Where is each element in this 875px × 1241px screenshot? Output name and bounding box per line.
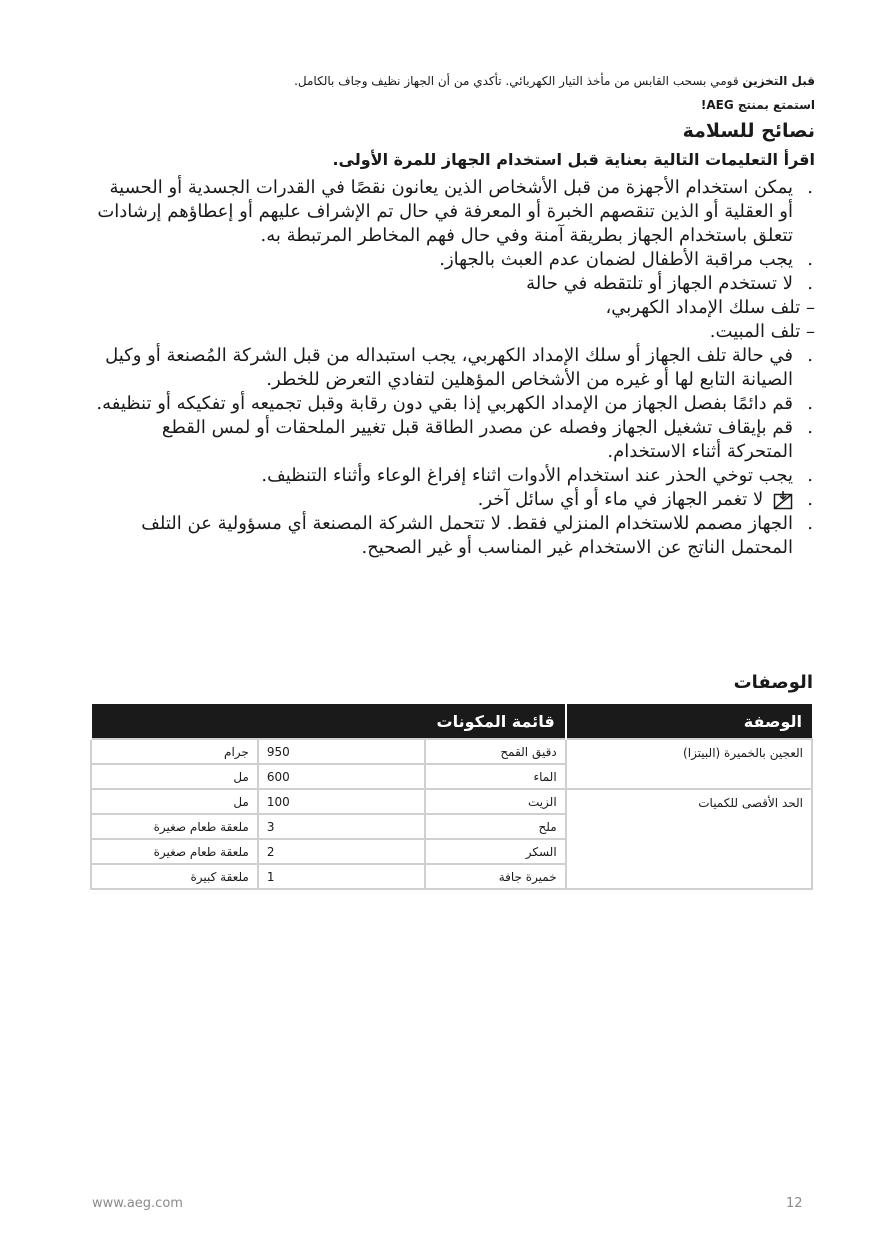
recipe-table: [90, 704, 813, 890]
safety-rule: [95, 344, 815, 392]
safety-rule: [95, 416, 815, 464]
footer-url: www.aeg.com: [92, 1196, 183, 1211]
safety-rule-text: يمكن استخدام الأجهزة من قبل الأشخاص الذين يعانون نقصًا في القدرات الجسدية أو الحسية أو العقلية أو الذين تنقصهم الخبرة أو المعرفة في حال تم الإشراف عليهم أو إعطاؤهم إرشادات تتعلق باستخدام الجهاز بطريقة آمنة وفي حال فهم المخاطر المرتبطة به.: [97, 177, 793, 246]
safety-rule-text: الجهاز مصمم للاستخدام المنزلي فقط. لا تتحمل الشركة المصنعة أي مسؤولية عن التلف المحتمل الناتج عن الاستخدام غير المناسب أو غير الصحيح.: [141, 513, 793, 558]
enjoy-line: استمتع بمنتج AEG!: [700, 98, 815, 112]
bullet-marker: .: [807, 345, 813, 366]
bullet-marker: .: [807, 177, 813, 198]
ingredient-amount: 950: [258, 739, 425, 764]
safety-rule: [95, 512, 815, 560]
ingredient-amount: 3: [258, 814, 425, 839]
safety-rule-text: لا تستخدم الجهاز أو تلتقطه في حالة: [526, 273, 793, 294]
storage-note-text: قومي بسحب القابس من مأخذ التيار الكهربائي. تأكدي من أن الجهاز نظيف وجاف بالكامل.: [294, 74, 739, 88]
safety-sub-item: [95, 320, 815, 344]
ingredient-amount: 2: [258, 839, 425, 864]
ingredient-unit: مل: [91, 764, 258, 789]
max-quantity-note: الحد الأقصى للكميات: [566, 789, 812, 889]
safety-rule: [95, 176, 815, 248]
safety-rule: [95, 488, 815, 512]
safety-sub-item: [95, 296, 815, 320]
safety-rules-list: [95, 176, 815, 560]
recipe-name: العجين بالخميرة (البيتزا): [566, 739, 812, 789]
ingredient-name: خميرة جافة: [425, 864, 566, 889]
no-immersion-icon: [773, 490, 793, 510]
ingredient-unit: جرام: [91, 739, 258, 764]
ingredient-amount: 1: [258, 864, 425, 889]
ingredient-name: دقيق القمح: [425, 739, 566, 764]
bullet-marker: .: [807, 273, 813, 294]
ingredient-name: الماء: [425, 764, 566, 789]
ingredient-name: ملح: [425, 814, 566, 839]
storage-note: [75, 72, 815, 90]
bullet-marker: .: [807, 465, 813, 486]
safety-rule: [95, 464, 815, 488]
safety-rule-text: لا تغمر الجهاز في ماء أو أي سائل آخر.: [477, 489, 764, 510]
ingredient-amount: 600: [258, 764, 425, 789]
table-row: [91, 789, 812, 814]
safety-rule-text: يجب مراقبة الأطفال لضمان عدم العبث بالجهاز.: [439, 249, 793, 270]
safety-sub-item-text: – تلف سلك الإمداد الكهربي،: [605, 297, 815, 318]
header-ingredients: قائمة المكونات: [91, 704, 566, 739]
safety-rule-text: قم بإيقاف تشغيل الجهاز وفصله عن مصدر الطاقة قبل تغيير الملحقات أو لمس القطع المتحركة أثناء الاستخدام.: [161, 417, 793, 462]
bullet-marker: .: [807, 489, 813, 510]
header-description: الوصفة: [566, 704, 812, 739]
safety-subtitle: اقرأ التعليمات التالية بعناية قبل استخدام الجهاز للمرة الأولى.: [332, 150, 815, 169]
bullet-marker: .: [807, 417, 813, 438]
safety-rule-text: يجب توخي الحذر عند استخدام الأدوات اثناء إفراغ الوعاء وأثناء التنظيف.: [261, 465, 793, 486]
ingredient-unit: مل: [91, 789, 258, 814]
safety-sub-item-text: – تلف المبيت.: [709, 321, 815, 342]
table-row: [91, 739, 812, 764]
safety-rule: [95, 272, 815, 296]
ingredient-name: الزيت: [425, 789, 566, 814]
ingredient-unit: ملعقة طعام صغيرة: [91, 814, 258, 839]
bullet-marker: .: [807, 393, 813, 414]
storage-note-label: قبل التخزين: [742, 74, 815, 88]
safety-rule-text: قم دائمًا بفصل الجهاز من الإمداد الكهربي إذا بقي دون رقابة وقبل تجميعه أو تفكيكه أو تنظيفه.: [96, 393, 793, 414]
ingredient-amount: 100: [258, 789, 425, 814]
safety-rule-text: في حالة تلف الجهاز أو سلك الإمداد الكهربي، يجب استبداله من قبل الشركة المُصنعة أو وكيل الصيانة التابع لها أو غيره من الأشخاص المؤهلين لتفادي التعرض للخطر.: [105, 345, 793, 390]
table-header-row: [91, 704, 812, 739]
safety-rule: [95, 392, 815, 416]
bullet-marker: .: [807, 513, 813, 534]
bullet-marker: .: [807, 249, 813, 270]
page-number: 12: [786, 1196, 803, 1211]
safety-title: نصائح للسلامة: [682, 120, 815, 142]
safety-rule: [95, 248, 815, 272]
specs-title: الوصفات: [733, 672, 813, 693]
ingredient-unit: ملعقة كبيرة: [91, 864, 258, 889]
ingredient-unit: ملعقة طعام صغيرة: [91, 839, 258, 864]
ingredient-name: السكر: [425, 839, 566, 864]
